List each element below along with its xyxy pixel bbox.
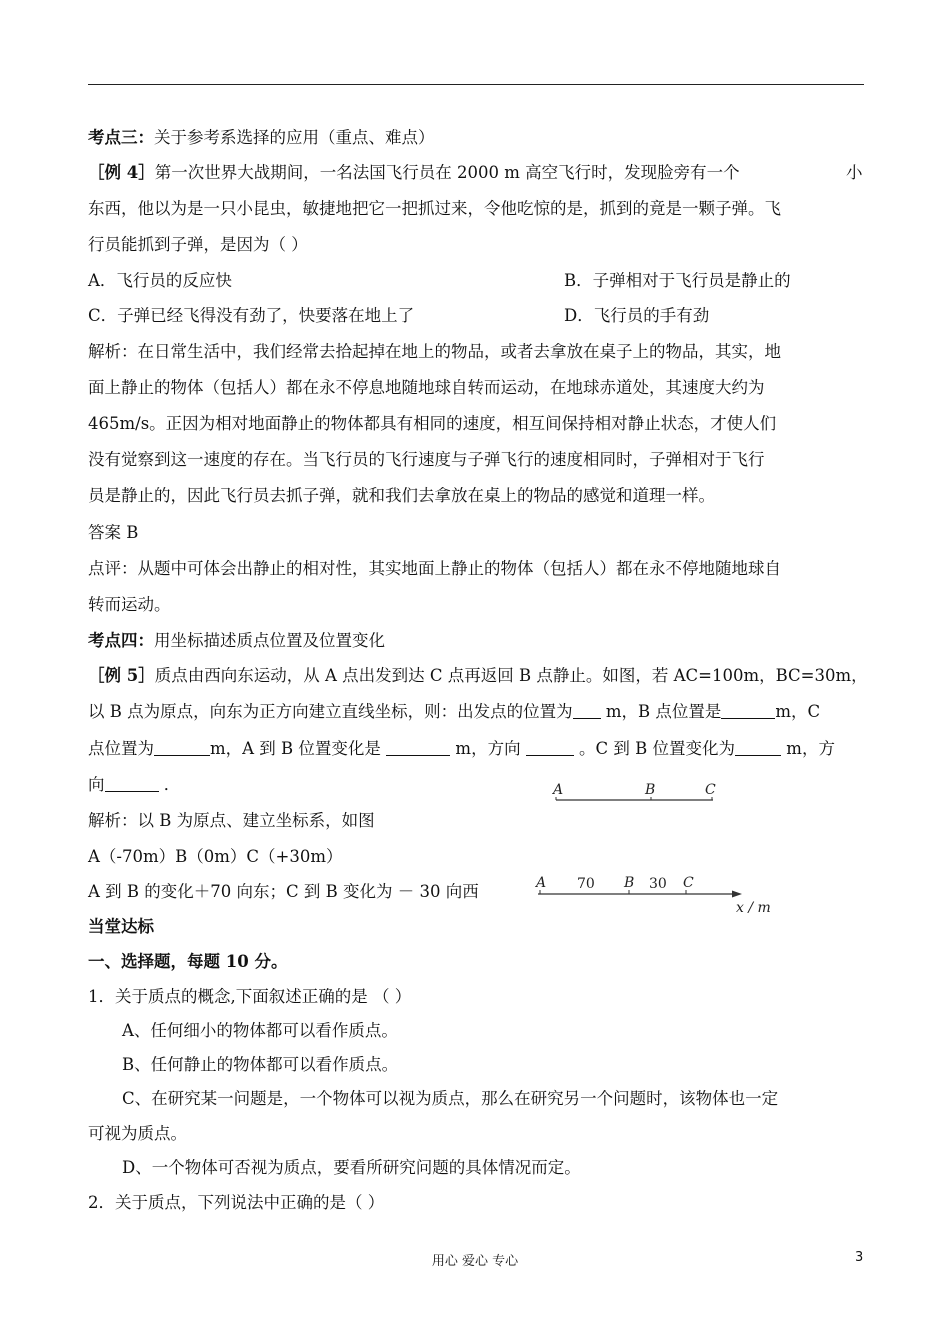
question-1: 1．关于质点的概念,下面叙述正确的是 （ ）	[88, 987, 412, 1006]
example-5-figure-line	[548, 780, 728, 806]
example-5-analysis-2: A（-70m）B（0m）C（+30m）	[88, 847, 343, 866]
example-4-comment-2: 转而运动。	[88, 595, 171, 614]
blank-c-to-b-change[interactable]	[735, 739, 781, 756]
section-4-heading	[88, 631, 385, 651]
example-4-analysis-5: 员是静止的，因此飞行员去抓子弹，就和我们去拿放在桌上的物品的感觉和道理一样。	[88, 486, 715, 505]
example-4-comment-1: 点评：从题中可体会出静止的相对性，其实地面上静止的物体（包括人）都在永不停地随地球自	[88, 559, 781, 578]
blank-b-position[interactable]	[721, 702, 775, 719]
section-4-label: 考点四：	[88, 631, 154, 650]
blank-a-to-b-change[interactable]	[386, 739, 450, 756]
axis-unit-label: x / m	[736, 900, 771, 916]
axis-label-ab-distance: 70	[577, 876, 595, 892]
label-a: A	[553, 782, 564, 798]
example-4-line-1: ［例 4］第一次世界大战期间，一名法国飞行员在 2000 m 高空飞行时，发现脸旁有一个	[88, 163, 740, 182]
example-4-answer: 答案 B	[88, 523, 139, 542]
footer-text: 用心 爱心 专心	[431, 1254, 519, 1269]
section-3-label: 考点三：	[88, 128, 154, 147]
axis-label-bc-distance: 30	[649, 876, 667, 892]
question-2: 2．关于质点，下列说法中正确的是（ ）	[88, 1193, 385, 1212]
example-4-label: ［例 4］	[88, 163, 155, 182]
question-1-option-a: A、任何细小的物体都可以看作质点。	[122, 1021, 398, 1040]
question-1-option-c-line-1: C、在研究某一问题是，一个物体可以视为质点，那么在研究另一个问题时，该物体也一定	[122, 1089, 779, 1108]
example-4-option-c: C．子弹已经飞得没有劲了，快要落在地上了	[88, 306, 415, 325]
practice-title: 当堂达标	[88, 917, 154, 936]
header-rule	[88, 84, 864, 85]
question-1-option-b: B、任何静止的物体都可以看作质点。	[122, 1055, 399, 1074]
question-1-option-d: D、一个物体可否视为质点，要看所研究问题的具体情况而定。	[122, 1158, 581, 1177]
example-4-analysis-3: 465m/s。正因为相对地面静止的物体都具有相同的速度，相互间保持相对静止状态，才使人们	[88, 414, 777, 433]
example-4-option-b: B．子弹相对于飞行员是静止的	[564, 271, 791, 290]
example-4-analysis-4: 没有觉察到这一速度的存在。当飞行员的飞行速度与子弹飞行的速度相同时，子弹相对于飞行	[88, 450, 765, 469]
example-5-figure-axis	[528, 872, 788, 916]
section-3-heading	[88, 128, 435, 148]
example-5-line-1: ［例 5］质点由西向东运动，从 A 点出发到达 C 点再返回 B 点静止。如图，若 AC=100m，BC=30m，	[88, 666, 868, 685]
practice-section-1: 一、选择题，每题 10 分。	[88, 952, 288, 971]
example-4-analysis-1: 解析：在日常生活中，我们经常去拾起掉在地上的物品，或者去拿放在桌子上的物品，其实，地	[88, 342, 781, 361]
axis-label-b: B	[624, 875, 635, 891]
example-5-line-2: 以 B 点为原点，向东为正方向建立直线坐标，则：出发点的位置为 m，B 点位置是 m，C	[88, 702, 821, 721]
example-5-line-4: 向 ．	[88, 775, 181, 794]
blank-a-to-b-direction[interactable]	[526, 739, 574, 756]
question-1-option-c-line-2: 可视为质点。	[88, 1124, 187, 1143]
example-4-option-a: A．飞行员的反应快	[88, 271, 232, 290]
blank-start-position[interactable]	[573, 702, 601, 719]
example-5-label: ［例 5］	[88, 666, 155, 685]
example-5-analysis-1: 解析：以 B 为原点、建立坐标系，如图	[88, 811, 375, 830]
example-4-analysis-2: 面上静止的物体（包括人）都在永不停息地随地球自转而运动，在地球赤道处，其速度大约为	[88, 378, 765, 397]
example-5-line-3: 点位置为 m，A 到 B 位置变化是 m，方向 。C 到 B 位置变化为 m，方	[88, 739, 835, 758]
section-4-text: 用坐标描述质点位置及位置变化	[154, 631, 385, 650]
example-4-line-1-end: 小	[846, 163, 863, 182]
example-4-line-3: 行员能抓到子弹，是因为（ ）	[88, 235, 308, 254]
blank-c-to-b-direction[interactable]	[105, 775, 159, 792]
label-c: C	[705, 782, 716, 798]
axis-label-a: A	[536, 875, 547, 891]
blank-c-position[interactable]	[154, 739, 210, 756]
axis-arrow-icon	[732, 891, 742, 898]
example-4-option-d: D．飞行员的手有劲	[564, 306, 710, 325]
example-5-analysis-3: A 到 B 的变化＋70 向东；C 到 B 变化为 － 30 向西	[88, 882, 479, 901]
example-4-line-2: 东西，他以为是一只小昆虫，敏捷地把它一把抓过来，令他吃惊的是，抓到的竟是一颗子弹。飞	[88, 199, 781, 218]
page-number: 3	[855, 1250, 864, 1265]
label-b: B	[645, 782, 656, 798]
axis-label-c: C	[683, 875, 694, 891]
section-3-text: 关于参考系选择的应用（重点、难点）	[154, 128, 435, 147]
